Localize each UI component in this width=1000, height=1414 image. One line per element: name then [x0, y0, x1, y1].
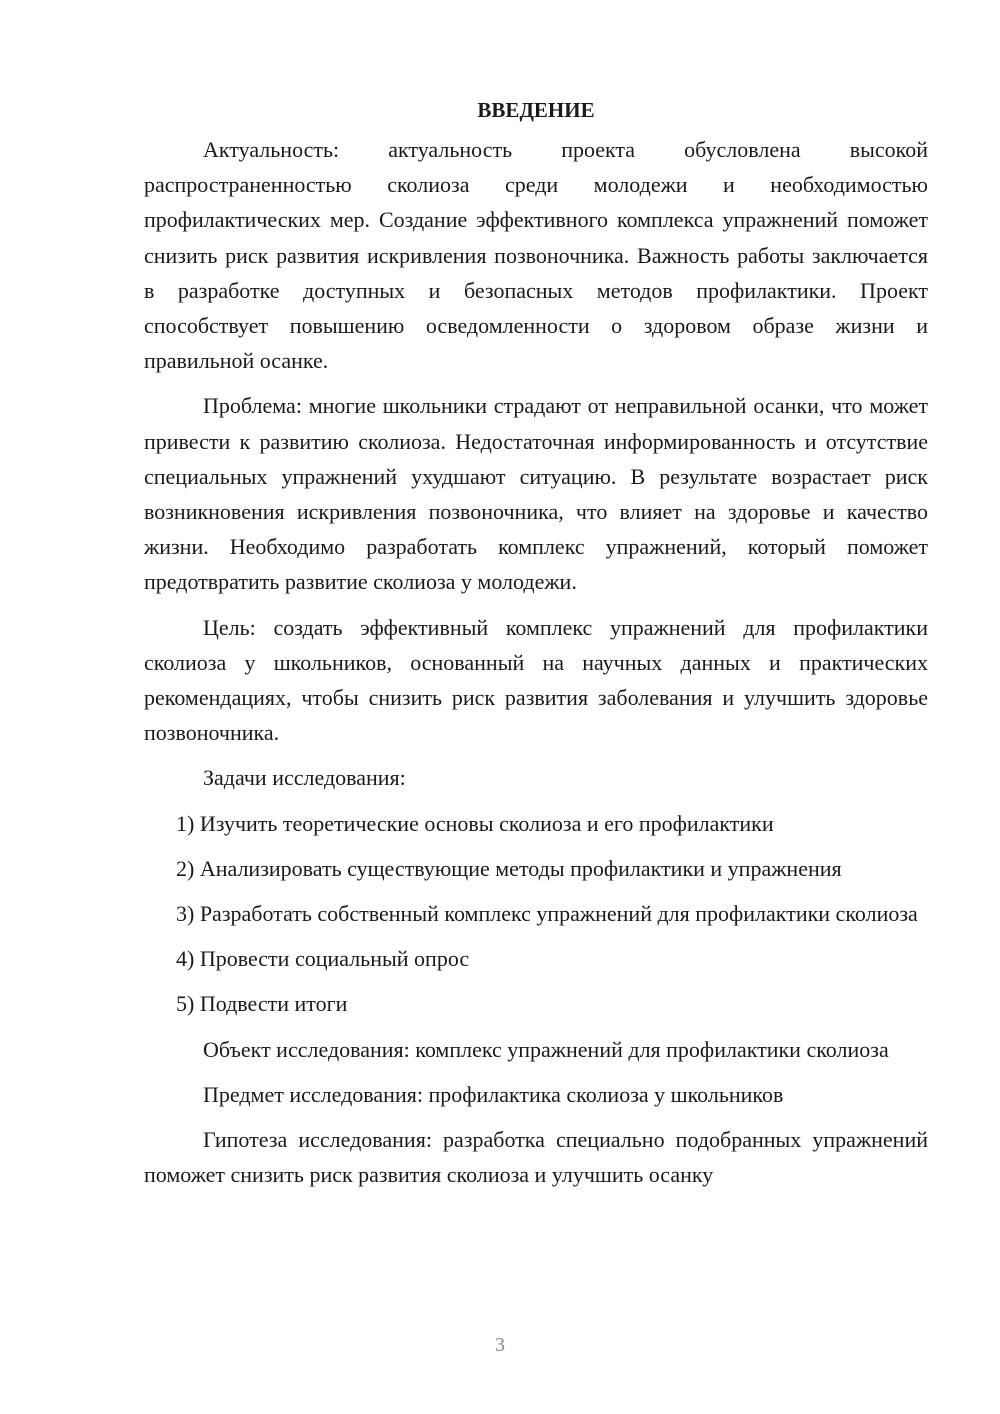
page-title: ВВЕДЕНИЕ	[477, 98, 595, 122]
tasks-heading: Задачи исследования:	[203, 765, 406, 791]
relevance-paragraph: Актуальность: актуальность проекта обусловлена высокой распространенностью сколиоза среди молодежи и необходимостью профилактических мер. Создание эффективного комплекса упражнений поможет снизить риск развития искривления позвоночника. Важность работы заключается в разработке доступных и безопасных методов профилактики. Проект способствует повышению осведомленности о здоровом образе жизни и правильной осанке.	[144, 137, 928, 374]
task-item-4: 4) Провести социальный опрос	[176, 946, 470, 972]
object-paragraph: Объект исследования: комплекс упражнений для профилактики сколиоза	[203, 1036, 889, 1062]
task-item-1: 1) Изучить теоретические основы сколиоза и его профилактики	[176, 810, 774, 836]
tasks-list	[144, 806, 928, 1022]
page-number: 3	[495, 1334, 505, 1356]
task-item-5: 5) Подвести итоги	[176, 991, 348, 1017]
subject-paragraph: Предмет исследования: профилактика сколиоза у школьников	[203, 1081, 784, 1107]
task-item-3: 3) Разработать собственный комплекс упражнений для профилактики сколиоза	[176, 901, 918, 927]
task-item-2: 2) Анализировать существующие методы профилактики и упражнения	[176, 855, 842, 881]
document-page	[144, 92, 928, 1202]
hypothesis-paragraph: Гипотеза исследования: разработка специально подобранных упражнений поможет снизить риск развития сколиоза и улучшить осанку	[144, 1127, 928, 1188]
problem-paragraph: Проблема: многие школьники страдают от неправильной осанки, что может привести к развитию сколиоза. Недостаточная информированность и отсутствие специальных упражнений ухудшают ситуацию. В результате возрастает риск возникновения искривления позвоночника, что влияет на здоровье и качество жизни. Необходимо разработать комплекс упражнений, который поможет предотвратить развитие сколиоза у молодежи.	[144, 393, 928, 595]
goal-paragraph: Цель: создать эффективный комплекс упражнений для профилактики сколиоза у школьников, основанный на научных данных и практических рекомендациях, чтобы снизить риск развития заболевания и улучшить здоровье позвоночника.	[144, 614, 928, 746]
